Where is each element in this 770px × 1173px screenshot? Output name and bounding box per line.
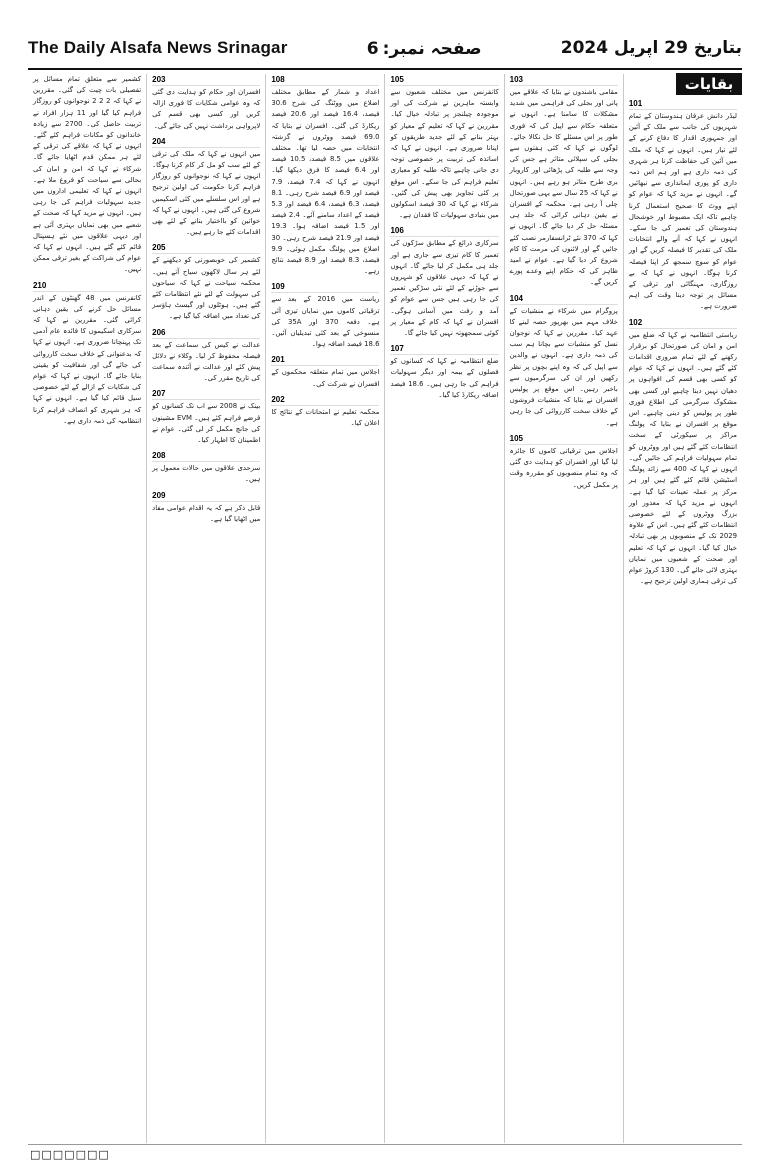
- news-item-text: عدالت نے کیس کی سماعت کے بعد فیصلہ محفوظ کر لیا۔ وکلاء نے دلائل پیش کئے اور عدالت نے آئندہ سماعت کی تاریخ مقرر کی۔: [152, 340, 261, 383]
- column-2: [505, 74, 624, 1143]
- issue-date: بتاریخ 29 اپریل 2024: [560, 38, 742, 58]
- news-item: [152, 136, 260, 239]
- news-item-text: قابل ذکر ہے کہ یہ اقدام عوامی مفاد میں اٹھایا گیا ہے۔: [152, 503, 261, 523]
- news-item-text: محکمہ تعلیم نے امتحانات کے نتائج کا اعلان کیا۔: [271, 407, 380, 428]
- news-item-number: 203: [152, 74, 260, 86]
- column-3: [385, 74, 504, 1143]
- news-item-text: بینک نے 2008 سے اب تک کسانوں کو قرضے فراہم کئے ہیں۔ EVM مشینوں کی جانچ مکمل کر لی گئی۔ عوام نے اطمینان کا اظہار کیا۔: [152, 402, 261, 445]
- column-5: [147, 74, 266, 1143]
- news-item-number: 107: [390, 343, 498, 355]
- news-item-text: اعداد و شمار کے مطابق مختلف اضلاع میں ووٹنگ کی شرح 30.6 فیصد، 16.4 فیصد اور 20.6 فیصد ریکارڈ کی گئی۔ افسران نے بتایا کہ 69.0 فیصد ووٹروں نے گزشتہ انتخابات میں حصہ لیا تھا۔ مختلف علاقوں میں 8.5 فیصد، 10.5 فیصد اور 6.4 فیصد کا فرق دیکھا گیا۔ انہوں نے کہا کہ 7.4 فیصد، 7.9 فیصد اور 6.9 فیصد شرح رہی۔ 8.1 فیصد، 6.3 فیصد، 6.4 فیصد اور 5.3 فیصد کے اعداد سامنے آئے۔ 2.4 فیصد اور 1.5 فیصد اضافہ ہوا۔ 19.3 فیصد اور 21.9 فیصد شرح رہی۔ 30 اضلاع میں پولنگ مکمل ہوئی۔ 9.9 فیصد، 8.3 فیصد اور 8.9 فیصد نتائج رہے۔: [271, 88, 380, 276]
- news-item: [271, 354, 379, 389]
- footer-rule: [28, 1144, 742, 1145]
- section-title: بقایات: [676, 73, 742, 95]
- page-number-label: [367, 38, 482, 59]
- news-item: [33, 74, 141, 276]
- column-4: [266, 74, 385, 1143]
- news-item-text: لیڈر دانش عرفان ہندوستان کے تمام شہریوں کی جانب سے ملک کے آئین اور جمہوری اقدار کا دفاع کرنے کے لئے تیار ہیں۔ انہوں نے کہا کہ ملک میں آئین کی حفاظت کرنا ہر شہری کی ذمہ داری ہے اور ہم اس ذمہ داری کو پوری ایمانداری سے نبھائیں گے۔ انہوں نے مزید کہا کہ عوام کو اپنے ووٹ کا صحیح استعمال کرنا چاہیے تاکہ ایک مضبوط اور خوشحال ہندوستان کی تعمیر کی جا سکے۔ انہوں نے کہا کہ آنے والے انتخابات ملک کی تقدیر کا فیصلہ کریں گے اور عوام کو سوچ سمجھ کر اپنا فیصلہ کرنا ہوگا۔ انہوں نے کہا کہ بے روزگاری، مہنگائی اور ترقی کے مسائل پر توجہ دینا وقت کی اہم ضرورت ہے۔: [628, 112, 737, 311]
- news-item-number: 105: [390, 74, 498, 86]
- news-item: [33, 280, 141, 427]
- footer-boxes: □□□□□□□: [30, 1148, 110, 1161]
- news-item-number: 104: [510, 293, 618, 305]
- news-item-text: مقامی باشندوں نے بتایا کہ علاقے میں پانی اور بجلی کی فراہمی میں شدید مشکلات کا سامنا ہے۔ انہوں نے متعلقہ حکام سے اپیل کی کہ فوری طور پر اس مسئلے کا حل نکالا جائے۔ لوگوں نے کہا کہ کئی ہفتوں سے بجلی کی سپلائی متاثر ہے جس کی وجہ سے طلبہ کی پڑھائی اور کاروبار بری طرح متاثر ہو رہے ہیں۔ انہوں نے کہا کہ 25 سال سے یہی صورتحال چلی آ رہی ہے۔ محکمہ کے افسران نے یقین دہانی کرائی کہ جلد ہی مسئلہ حل کر دیا جائے گا۔ انہوں نے کہا کہ 370 نئے ٹرانسفارمر نصب کئے جائیں گے اور لائنوں کی مرمت کا کام شروع کر دیا گیا ہے۔ عوام نے امید ظاہر کی کہ حکام اپنے وعدے پورے کریں گے۔: [509, 88, 618, 287]
- column-6: [28, 74, 147, 1143]
- paper-name: The Daily Alsafa News Srinagar: [28, 38, 288, 57]
- news-item-text: میں انہوں نے کہا کہ ملک کی ترقی کے لئے سب کو مل کر کام کرنا ہوگا۔ انہوں نے کہا کہ نوجوانوں کو روزگار فراہم کرنا حکومت کی اولین ترجیح ہے اور اس سلسلے میں کئی اسکیمیں شروع کی گئی ہیں۔ انہوں نے کہا کہ خواتین کو بااختیار بنانے کے لئے بھی اقدامات کئے جا رہے ہیں۔: [152, 149, 261, 237]
- news-item: [152, 450, 260, 485]
- news-item-text: کانفرنس میں 48 گھنٹوں کے اندر مسائل حل کرنے کی یقین دہانی کرائی گئی۔ مقررین نے کہا کہ سرکاری اسکیموں کا فائدہ عام آدمی تک پہنچانا ضروری ہے۔ انہوں نے کہا کہ بدعنوانی کے خلاف سخت کارروائی کی جائے گی اور شفافیت کو یقینی بنایا جائے گا۔ انہوں نے کہا کہ عوام کی شکایات کے ازالے کے لئے خصوصی سیل قائم کیا گیا ہے۔ انہوں نے کہا کہ ہر شہری کو انصاف فراہم کرنا انتظامیہ کی ذمہ داری ہے۔: [32, 293, 142, 425]
- news-item: [629, 317, 737, 588]
- news-item-number: 206: [152, 327, 260, 339]
- news-item-number: 207: [152, 388, 260, 400]
- news-item-number: 108: [271, 74, 379, 86]
- news-item: [152, 327, 260, 385]
- news-item: [271, 74, 379, 277]
- news-item: [390, 74, 498, 221]
- news-item-text: سرکاری ذرائع کے مطابق سڑکوں کی تعمیر کا کام تیزی سے جاری ہے اور جلد ہی مکمل کر لیا جائے گا۔ انہوں نے کہا کہ دیہی علاقوں کو شہروں سے جوڑنے کے لئے نئی سڑکیں تعمیر کی جا رہی ہیں جس سے عوام کو آمد و رفت میں آسانی ہوگی۔ افسران نے کہا کہ کام کے معیار پر کوئی سمجھوتہ نہیں کیا جائے گا۔: [390, 239, 499, 338]
- news-item-text: سرحدی علاقوں میں حالات معمول پر ہیں۔: [152, 464, 261, 484]
- news-item: [152, 490, 260, 525]
- news-item-number: 202: [271, 394, 379, 406]
- news-item: [510, 293, 618, 429]
- news-item-text: کانفرنس میں مختلف شعبوں سے وابستہ ماہرین نے شرکت کی اور موجودہ چیلنجز پر تبادلہ خیال کیا۔ مقررین نے کہا کہ تعلیم کے معیار کو بہتر بنانے کے لئے جدید طریقوں کو اپنانا ضروری ہے۔ انہوں نے کہا کہ اساتذہ کی تربیت پر خصوصی توجہ دی جانی چاہیے تاکہ طلبہ کو معیاری تعلیم فراہم کی جا سکے۔ اس موقع پر کئی تجاویز بھی پیش کی گئیں۔ شرکاء نے کہا کہ 30 فیصد اسکولوں میں بنیادی سہولیات کا فقدان ہے۔: [390, 88, 499, 220]
- news-item-text: اجلاس میں تمام متعلقہ محکموں کے افسران نے شرکت کی۔: [271, 368, 380, 388]
- news-item-number: 102: [629, 317, 737, 329]
- news-item-number: 105: [510, 433, 618, 445]
- news-item-text: افسران اور حکام کو ہدایت دی گئی کہ وہ عوامی شکایات کا فوری ازالہ کریں اور کسی بھی قسم کی لاپرواہی برداشت نہیں کی جائے گی۔: [152, 88, 261, 130]
- news-item-number: 109: [271, 281, 379, 293]
- news-item-number: 210: [33, 280, 141, 292]
- news-item: [510, 74, 618, 289]
- news-item-number: 201: [271, 354, 379, 366]
- news-item-number: 205: [152, 242, 260, 254]
- news-item: [510, 433, 618, 491]
- news-item-text: ضلع انتظامیہ نے کہا کہ کسانوں کو فصلوں کے بیمہ اور دیگر سہولیات فراہم کی جا رہی ہیں۔ 18.6 فیصد اضافہ ریکارڈ کیا گیا۔: [390, 357, 499, 399]
- news-item: [152, 242, 260, 322]
- news-item-text: کشمیر کی خوبصورتی کو دیکھنے کے لئے ہر سال لاکھوں سیاح آتے ہیں۔ محکمہ سیاحت نے کہا کہ سیاحوں کی سہولت کے لئے نئے انتظامات کئے گئے ہیں۔ ہوٹلوں اور گیسٹ ہاؤسز کی تعداد میں اضافہ کیا گیا ہے۔: [152, 256, 261, 321]
- news-item-number: 208: [152, 450, 260, 462]
- news-item-number: 204: [152, 136, 260, 148]
- news-item: [152, 388, 260, 446]
- news-item-text: ریاستی انتظامیہ نے کہا کہ ضلع میں امن و امان کی صورتحال کو برقرار رکھنے کے لئے تمام ضروری اقدامات کئے گئے ہیں۔ انہوں نے کہا کہ عوام کو کسی بھی قسم کی افواہوں پر دھیان نہیں دینا چاہیے اور کسی بھی مشکوک سرگرمی کی اطلاع فوری طور پر پولیس کو دینی چاہیے۔ اس موقع پر افسران نے بتایا کہ پولنگ مراکز پر سیکورٹی کے سخت انتظامات کئے گئے ہیں اور ووٹروں کو تمام سہولیات فراہم کی جائیں گی۔ انہوں نے کہا کہ 400 سے زائد پولنگ اسٹیشن قائم کئے گئے ہیں اور ہر مرکز پر عملہ تعینات کیا گیا ہے۔ انہوں نے مزید کہا کہ معذور اور بزرگ ووٹروں کے لئے خصوصی انتظامات کئے گئے ہیں۔ اس کے علاوہ 2029 تک کے منصوبوں پر بھی تبادلہ خیال کیا گیا۔ انہوں نے کہا کہ تعلیم اور صحت کے شعبوں میں نمایاں بہتری لائی جائے گی۔ 130 کروڑ عوام کی ترقی ہماری اولین ترجیح ہے۔: [628, 330, 737, 586]
- article-columns: [28, 74, 742, 1143]
- page-label: صفحہ نمبر:: [382, 38, 482, 59]
- news-item-number: 101: [629, 98, 737, 110]
- news-item: [271, 281, 379, 350]
- news-item: [271, 394, 379, 429]
- news-item-text: کشمیر سے متعلق تمام مسائل پر تفصیلی بات چیت کی گئی۔ مقررین نے کہا کہ 2 2 2 نوجوانوں کو روزگار فراہم کیا گیا اور 11 ہزار افراد نے تربیت حاصل کی۔ 2700 سے زیادہ خاندانوں کو مکانات فراہم کئے گئے۔ انہوں نے کہا کہ علاقے کی ترقی کے لئے ہر ممکن قدم اٹھایا جائے گا۔ شرکاء نے کہا کہ امن و امان کی بحالی سے سیاحت کو فروغ ملا ہے۔ انہوں نے کہا کہ تعلیمی اداروں میں جدید سہولیات فراہم کی جا رہی ہیں۔ انہوں نے مزید کہا کہ صحت کے شعبے میں بھی نمایاں بہتری آئی ہے اور دیہی علاقوں میں نئے ہسپتال قائم کئے گئے ہیں۔ انہوں نے کہا کہ عوام کی شراکت کے بغیر ترقی ممکن نہیں۔: [32, 75, 142, 274]
- column-1: [624, 74, 742, 1143]
- news-item-number: 106: [390, 225, 498, 237]
- news-item: [629, 98, 737, 313]
- news-item: [152, 74, 260, 132]
- news-item-text: پروگرام میں شرکاء نے منشیات کے خلاف مہم میں بھرپور حصہ لینے کا عہد کیا۔ مقررین نے کہا کہ نوجوان نسل کو منشیات سے بچانا ہم سب کی ذمہ داری ہے۔ انہوں نے والدین سے اپیل کی کہ وہ اپنے بچوں پر نظر رکھیں اور ان کی سرگرمیوں سے باخبر رہیں۔ اس موقع پر پولیس افسران نے بتایا کہ منشیات فروشوں کے خلاف سخت کارروائی کی جا رہی ہے۔: [509, 306, 618, 427]
- news-item: [390, 225, 498, 339]
- page-number: 6: [366, 38, 379, 59]
- masthead-rule: [28, 68, 742, 70]
- masthead: [28, 30, 742, 66]
- news-item-text: اجلاس میں ترقیاتی کاموں کا جائزہ لیا گیا اور افسران کو ہدایت دی گئی کہ وہ تمام منصوبوں کو مقررہ وقت پر مکمل کریں۔: [509, 446, 618, 489]
- news-item: [390, 343, 498, 401]
- news-item-text: ریاست میں 2016 کے بعد سے ترقیاتی کاموں میں نمایاں تیزی آئی ہے۔ دفعہ 370 اور 35A کی منسوخی کے بعد کئی تبدیلیاں آئیں۔ 18.6 فیصد اضافہ ہوا۔: [271, 295, 380, 349]
- news-item-number: 103: [510, 74, 618, 86]
- news-item-number: 209: [152, 490, 260, 502]
